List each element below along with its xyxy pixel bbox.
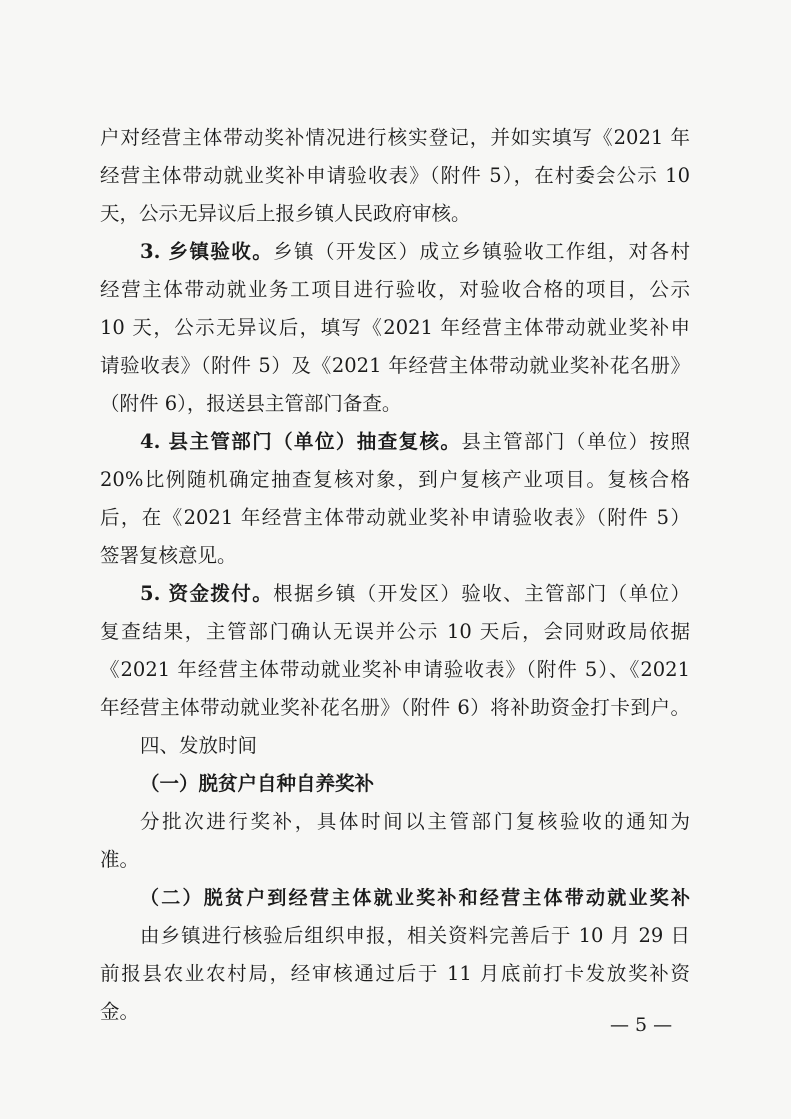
section-heading: 四、发放时间 — [140, 734, 258, 757]
body-line: 《2021 年经营主体带动就业奖补申请验收表》（附件 5）、《2021 — [100, 658, 690, 681]
page-number: — 5 — — [610, 1014, 673, 1036]
step-4-heading: 4. 县主管部门（单位）抽查复核。 — [140, 430, 462, 453]
body-line: 由乡镇进行核验后组织申报，相关资料完善后于 10 月 29 日 — [140, 924, 690, 947]
step-4-text: 县主管部门（单位）按照 — [461, 430, 690, 453]
body-line: 年经营主体带动就业奖补花名册》（附件 6）将补助资金打卡到户。 — [100, 696, 690, 719]
step-3-text: 乡镇（开发区）成立乡镇验收工作组，对各村 — [273, 240, 690, 263]
body-line: 请验收表》（附件 5）及《2021 年经营主体带动就业奖补花名册》 — [100, 354, 690, 377]
body-line: 金。 — [100, 1000, 140, 1023]
body-line: 分批次进行奖补，具体时间以主管部门复核验收的通知为 — [140, 810, 690, 833]
body-line: 户对经营主体带动奖补情况进行核实登记，并如实填写《2021 年 — [100, 126, 690, 149]
body-line: 20%比例随机确定抽查复核对象，到户复核产业项目。复核合格 — [100, 468, 690, 491]
step-5-text: 根据乡镇（开发区）验收、主管部门（单位） — [273, 582, 690, 605]
body-line: 经营主体带动就业奖补申请验收表》（附件 5），在村委会公示 10 — [100, 164, 690, 187]
body-line: 复查结果，主管部门确认无误并公示 10 天后，会同财政局依据 — [100, 620, 690, 643]
step-5-heading: 5. 资金拨付。 — [140, 582, 274, 605]
body-line: （附件 6），报送县主管部门备查。 — [100, 392, 402, 415]
body-line: 准。 — [100, 848, 140, 871]
step-4-line — [140, 427, 690, 457]
step-3-heading: 3. 乡镇验收。 — [140, 240, 274, 263]
body-line: 经营主体带动就业务工项目进行验收，对验收合格的项目，公示 — [100, 278, 690, 301]
body-line: 签署复核意见。 — [100, 544, 237, 567]
step-5-line — [140, 579, 690, 609]
subsection-heading: （一）脱贫户自种自养奖补 — [140, 772, 375, 795]
body-line: 前报县农业农村局，经审核通过后于 11 月底前打卡发放奖补资 — [100, 962, 690, 985]
body-line: 后，在《2021 年经营主体带动就业奖补申请验收表》（附件 5） — [100, 506, 690, 529]
body-line: 10 天，公示无异议后，填写《2021 年经营主体带动就业奖补申 — [100, 316, 690, 339]
subsection-heading: （二）脱贫户到经营主体就业奖补和经营主体带动就业奖补 — [140, 887, 690, 909]
step-3-line — [140, 237, 690, 267]
body-line: 天，公示无异议后上报乡镇人民政府审核。 — [100, 202, 471, 225]
